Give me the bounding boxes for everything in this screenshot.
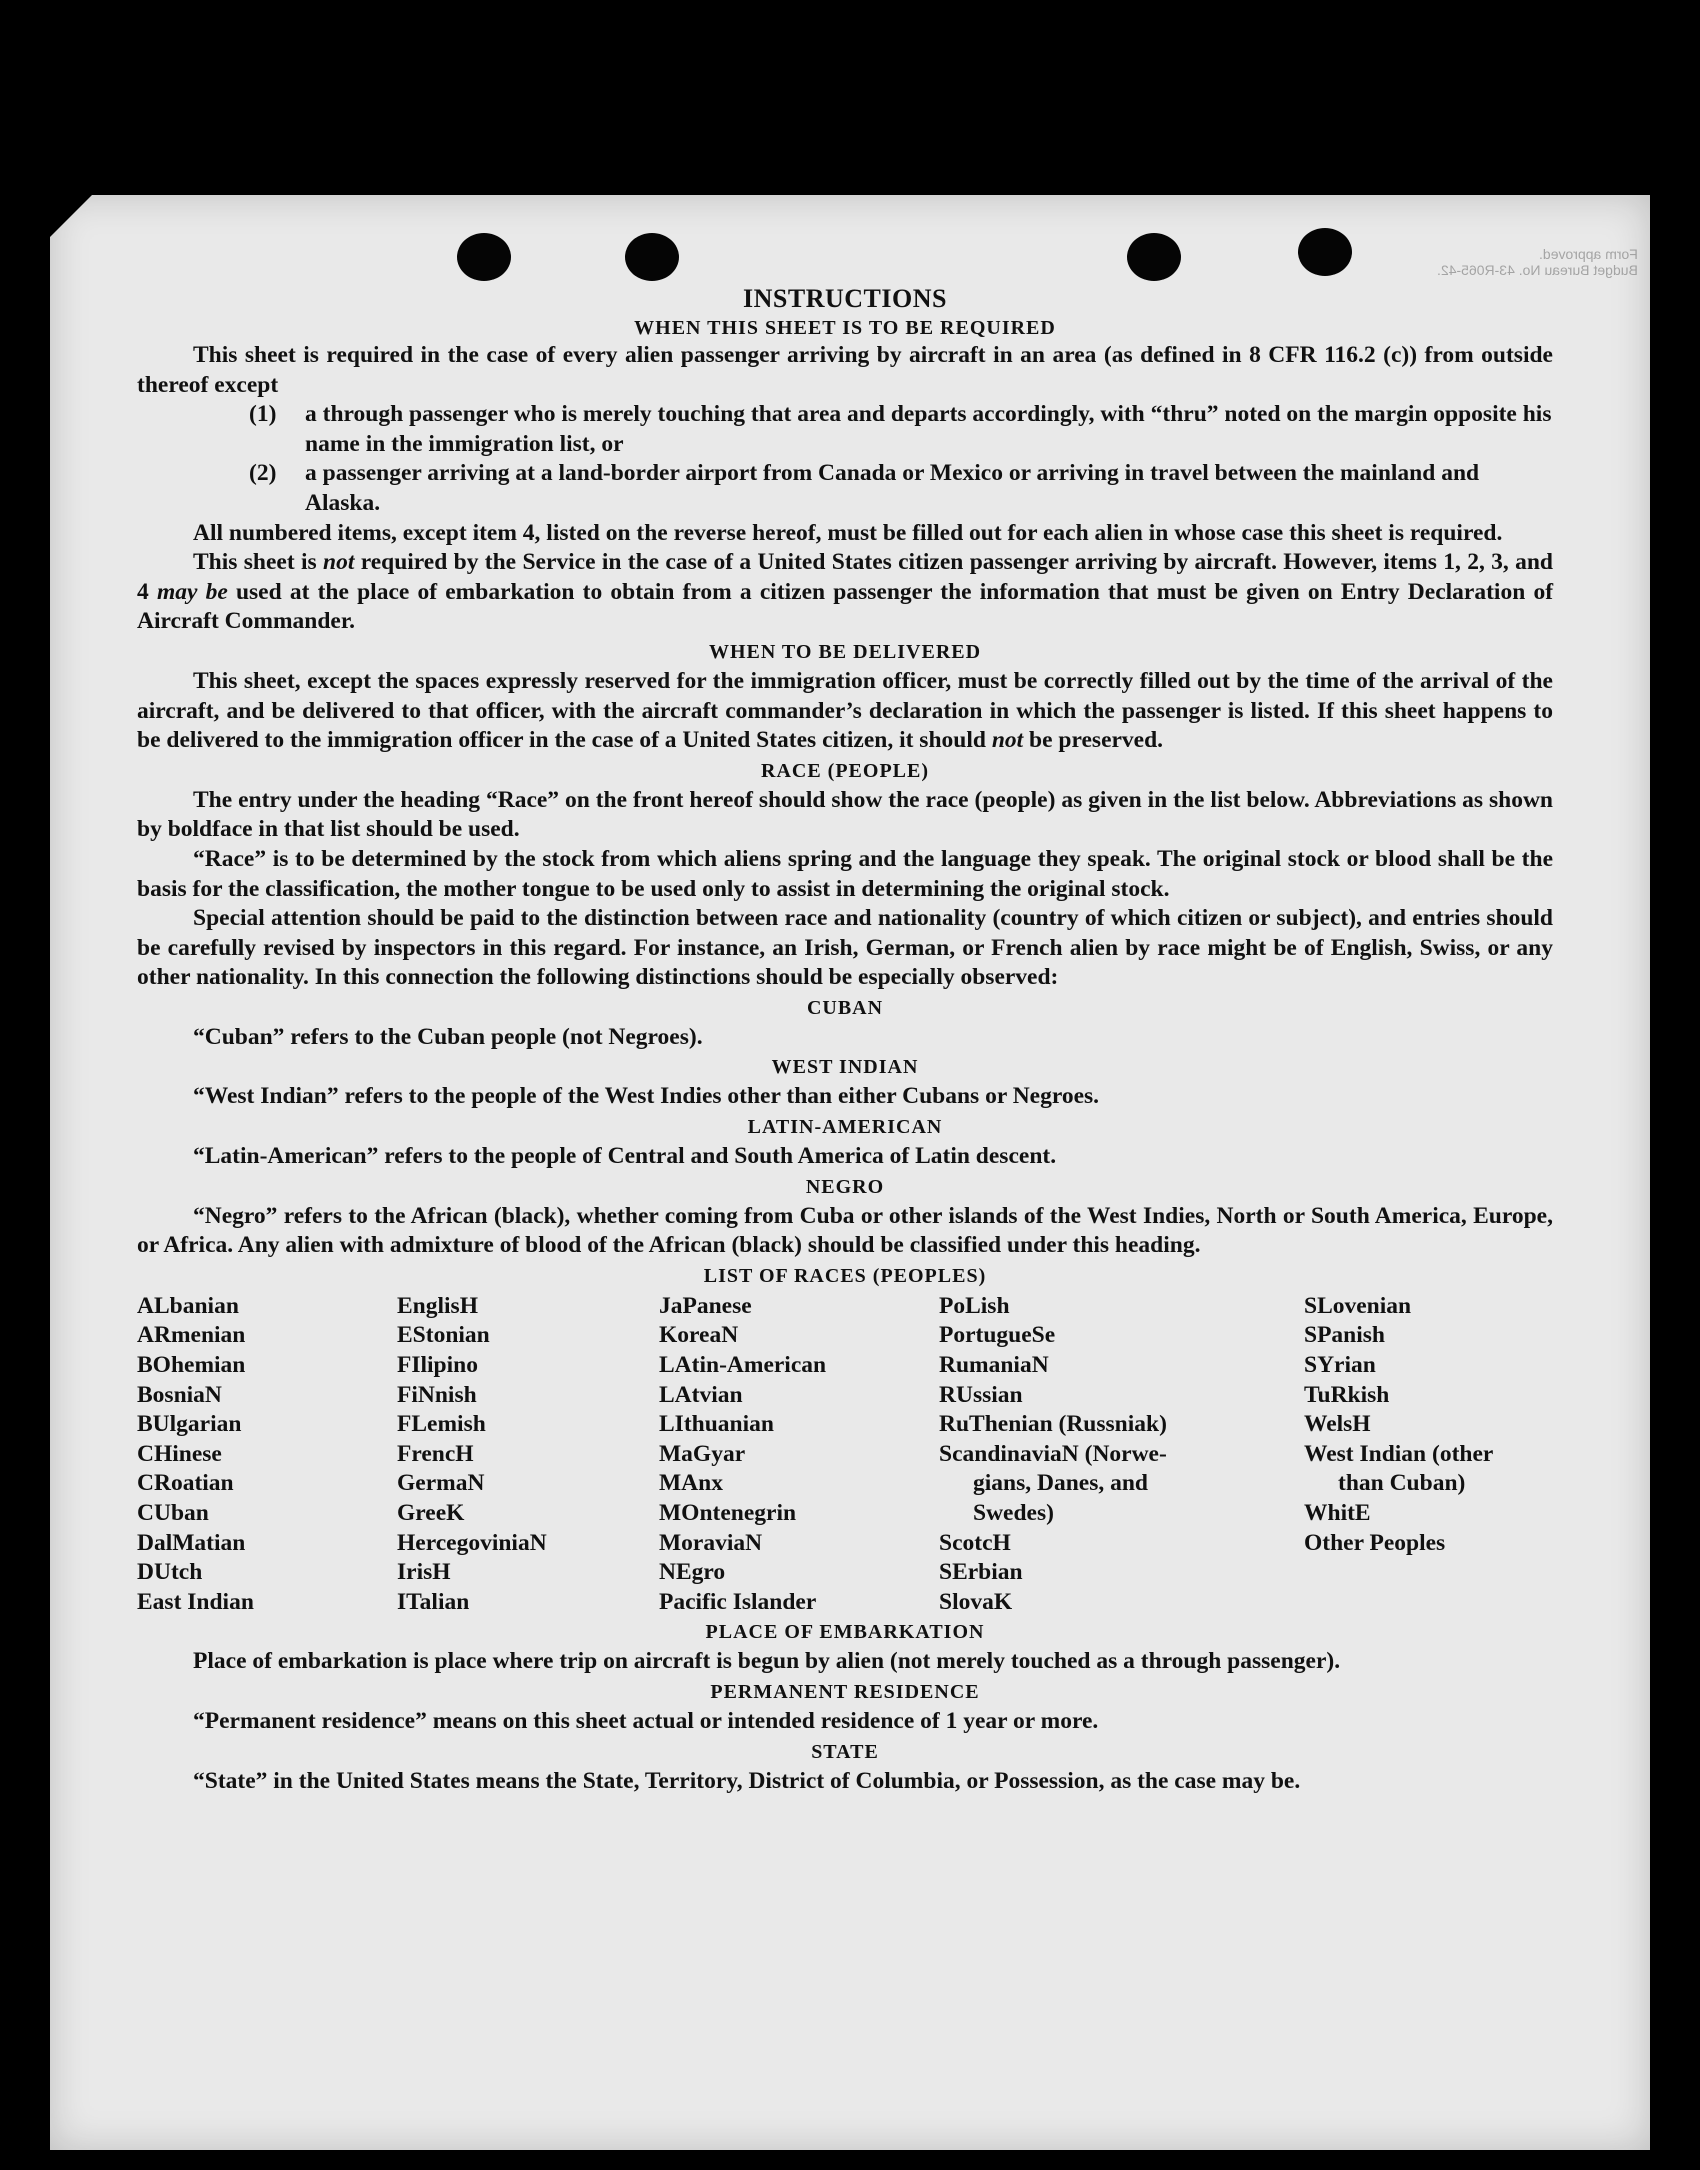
- race-entry: EStonian: [397, 1322, 490, 1349]
- italic-run: not: [323, 549, 355, 576]
- embarkation-definition: Place of embarkation is place where trip on aircraft is begun by alien (not merely touched as a through passenger).: [193, 1648, 1341, 1675]
- italic-run: not: [991, 727, 1024, 754]
- race-entry: ScotcH: [939, 1529, 1011, 1556]
- latin-american-definition: “Latin-American” refers to the people of Central and South America of Latin descent.: [193, 1143, 1057, 1170]
- bleed-through-stamp: [1437, 246, 1638, 278]
- race-entry: DUtch: [137, 1559, 203, 1586]
- race-entry: ScandinaviaN (Norwe-: [939, 1440, 1167, 1467]
- race-entry: HercegoviniaN: [397, 1529, 547, 1556]
- race-entry: BUlgarian: [137, 1411, 242, 1438]
- race-entry: SErbian: [939, 1559, 1023, 1586]
- item-text: a through passenger who is merely touching that area and departs accordingly, with “thru” noted on the margin opposite his name in the immigration list, or: [305, 401, 1552, 457]
- cuban-definition: “Cuban” refers to the Cuban people (not Negroes).: [193, 1023, 703, 1050]
- item-text: a passenger arriving at a land-border airport from Canada or Mexico or arriving in travel between the mainland and Alaska.: [305, 460, 1480, 516]
- race-paragraph-3: Special attention should be paid to the distinction between race and nationality (country of which citizen or subject), and entries should be carefully revised by inspectors in this regard. For instance, an Irish, German, or French alien by race might be of English, Swiss, or any other nationality. In this connection the following distinctions should be especially observed:: [137, 905, 1553, 991]
- race-entry: LIthuanian: [659, 1411, 774, 1438]
- section-heading-west-indian: WEST INDIAN: [771, 1056, 919, 1079]
- races-list: [137, 1292, 1553, 1618]
- race-entry: WelsH: [1304, 1411, 1371, 1438]
- race-entry: SYrian: [1304, 1352, 1376, 1379]
- folded-corner: [50, 195, 92, 237]
- section-heading-race: RACE (PEOPLE): [761, 759, 929, 782]
- race-entry: RuThenian (Russniak): [939, 1411, 1167, 1438]
- race-entry: GermaN: [397, 1470, 485, 1497]
- race-paragraph-1: The entry under the heading “Race” on the front hereof should show the race (people) as given in the list below. Abbreviations as shown by boldface in that list should be used.: [137, 786, 1553, 843]
- exception-item-2: [249, 459, 1553, 518]
- negro-definition: “Negro” refers to the African (black), whether coming from Cuba or other islands of the West Indies, North or South America, Europe, or Africa. Any alien with admixture of blood of the African (black) should be classified under this heading.: [137, 1202, 1553, 1259]
- race-entry: West Indian (other: [1304, 1440, 1494, 1467]
- race-entry: BosniaN: [137, 1381, 222, 1408]
- race-entry: CHinese: [137, 1440, 222, 1467]
- citizen-paragraph: [137, 548, 1553, 637]
- section-heading-embarkation: PLACE OF EMBARKATION: [705, 1621, 985, 1644]
- text-run: required by the Service in the case of a United States citizen passenger arriving by aircraft. However, items 1, 2, 3, and 4: [137, 549, 1553, 605]
- section-heading-residence: PERMANENT RESIDENCE: [710, 1680, 980, 1703]
- instructions-body: [137, 283, 1553, 1796]
- race-entry-continued: Swedes): [973, 1500, 1054, 1526]
- punch-hole: [457, 233, 511, 281]
- race-entry: ARmenian: [137, 1322, 246, 1349]
- punch-hole: [625, 233, 679, 281]
- numbered-items-paragraph: All numbered items, except item 4, listed on the reverse hereof, must be filled out for each alien in whose case this sheet is required.: [193, 519, 1503, 546]
- punch-hole: [1298, 228, 1352, 276]
- race-entry: NEgro: [659, 1559, 726, 1586]
- race-entry: RUssian: [939, 1381, 1023, 1408]
- west-indian-definition: “West Indian” refers to the people of the West Indies other than either Cubans or Negroes.: [193, 1083, 1100, 1110]
- delivered-paragraph: [137, 667, 1553, 756]
- race-entry: MOntenegrin: [659, 1500, 797, 1526]
- punch-hole: [1127, 233, 1181, 281]
- races-column-3: [659, 1292, 939, 1618]
- exception-item-1: [249, 400, 1553, 459]
- text-run: used at the place of embarkation to obtain from a citizen passenger the information that must be given on Entry Declaration of Aircraft Commander.: [137, 578, 1554, 635]
- race-entry: CUban: [137, 1500, 209, 1526]
- race-entry-continued: gians, Danes, and: [973, 1470, 1148, 1497]
- section-heading-delivered: WHEN TO BE DELIVERED: [708, 640, 982, 663]
- race-entry: MaGyar: [659, 1440, 746, 1467]
- race-entry: TuRkish: [1304, 1381, 1390, 1408]
- race-entry: FLemish: [397, 1411, 486, 1438]
- race-entry: SlovaK: [939, 1588, 1013, 1615]
- race-entry: FiNnish: [397, 1381, 477, 1408]
- section-heading-races-list: LIST OF RACES (PEOPLES): [703, 1264, 987, 1287]
- race-entry: LAtin-American: [659, 1352, 827, 1379]
- bleed-through-line: Form approved.: [1539, 246, 1638, 262]
- race-entry: ALbanian: [137, 1292, 239, 1319]
- races-column-2: [397, 1292, 659, 1618]
- race-entry: SLovenian: [1304, 1292, 1412, 1319]
- race-entry: KoreaN: [659, 1322, 739, 1349]
- race-entry: JaPanese: [659, 1292, 752, 1319]
- race-entry: MAnx: [659, 1470, 723, 1497]
- race-entry: GreeK: [397, 1500, 465, 1526]
- race-entry: DalMatian: [137, 1529, 246, 1556]
- race-entry: RumaniaN: [939, 1352, 1049, 1379]
- race-entry: ITalian: [397, 1588, 470, 1615]
- race-entry: East Indian: [137, 1588, 254, 1615]
- race-entry: IrisH: [397, 1559, 451, 1586]
- page-title: INSTRUCTIONS: [743, 284, 947, 313]
- race-entry: PoLish: [939, 1292, 1010, 1319]
- section-heading-cuban: CUBAN: [806, 996, 884, 1019]
- races-column-5: [1304, 1292, 1553, 1618]
- bleed-through-line: Budget Bureau No. 43-R065-42.: [1437, 262, 1638, 278]
- section-heading-required: WHEN THIS SHEET IS TO BE REQUIRED: [634, 317, 1056, 339]
- races-column-1: [137, 1292, 397, 1618]
- race-entry: EnglisH: [397, 1292, 478, 1319]
- required-intro: This sheet is required in the case of every alien passenger arriving by aircraft in an area (as defined in 8 CFR 116.2 (c)) from outside thereof except: [137, 342, 1553, 398]
- race-entry: SPanish: [1304, 1322, 1385, 1349]
- race-entry: LAtvian: [659, 1381, 743, 1408]
- race-entry: BOhemian: [137, 1352, 246, 1379]
- race-entry: Pacific Islander: [659, 1588, 817, 1615]
- race-entry: PortugueSe: [939, 1322, 1056, 1349]
- races-column-4: [939, 1292, 1304, 1618]
- section-heading-negro: NEGRO: [805, 1175, 885, 1198]
- text-run: This sheet, except the spaces expressly reserved for the immigration officer, must be correctly filled out by the time of the arrival of the aircraft, and be delivered to that officer, with the aircraft commander’s declaration in which the passenger is listed. If this sheet happens to be delivered to the immigration officer in the case of a United States citizen, it should: [137, 667, 1553, 754]
- section-heading-state: STATE: [811, 1740, 879, 1763]
- race-entry: CRoatian: [137, 1470, 234, 1497]
- state-definition: “State” in the United States means the State, Territory, District of Columbia, or Possession, as the case may be.: [193, 1767, 1301, 1794]
- section-heading-latin-american: LATIN-AMERICAN: [747, 1116, 943, 1139]
- race-entry: FrencH: [397, 1440, 474, 1467]
- race-entry: FIlipino: [397, 1352, 478, 1379]
- race-entry: WhitE: [1304, 1500, 1371, 1526]
- race-entry: MoraviaN: [659, 1529, 763, 1556]
- text-run: be preserved.: [1023, 727, 1164, 754]
- item-number: (2): [249, 460, 277, 487]
- race-entry-continued: than Cuban): [1338, 1470, 1466, 1497]
- italic-run: may be: [156, 578, 228, 605]
- race-entry: Other Peoples: [1304, 1529, 1446, 1556]
- residence-definition: “Permanent residence” means on this sheet actual or intended residence of 1 year or more.: [193, 1707, 1099, 1734]
- item-number: (1): [249, 401, 277, 428]
- race-paragraph-2: “Race” is to be determined by the stock from which aliens spring and the language they speak. The original stock or blood shall be the basis for the classification, the mother tongue to be used only to assist in determining the original stock.: [137, 845, 1553, 902]
- text-run: This sheet is: [193, 549, 323, 576]
